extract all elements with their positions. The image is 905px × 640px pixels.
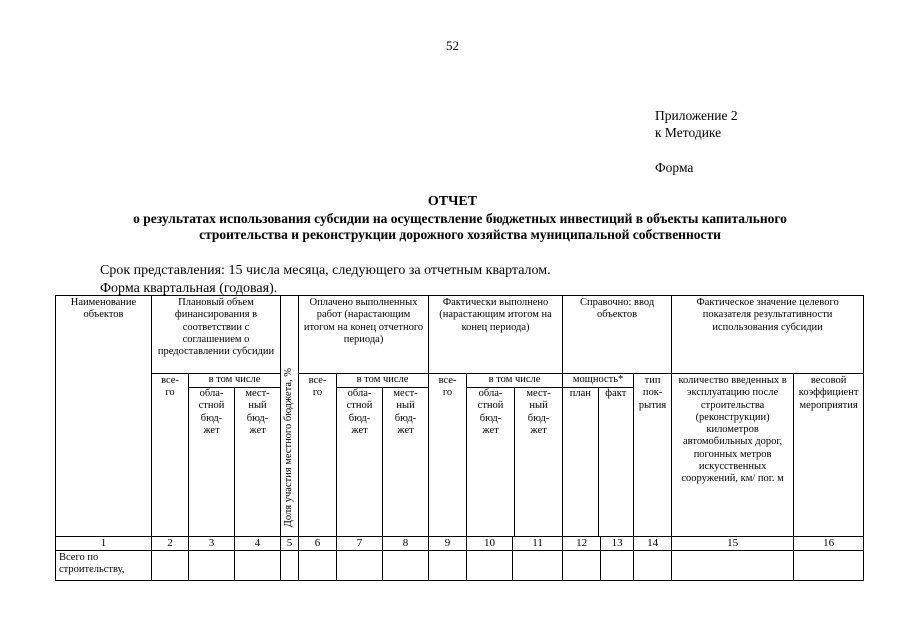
coverage-type: тип пок- рытия: [634, 374, 672, 537]
form-label: Форма: [655, 160, 694, 175]
data-cell[interactable]: [429, 551, 467, 581]
data-cell[interactable]: [235, 551, 281, 581]
col-num: 2: [152, 537, 189, 551]
page-number: 52: [446, 38, 459, 53]
planned-local: мест- ный бюд- жет: [245, 388, 270, 436]
km-commissioned: количество введенных в эксплуатацию после строительства (реконструкции) километров автомобильных дорог, погонных метров искусственных сооружений, км/ пог. м: [672, 374, 794, 537]
col-num: 5: [281, 537, 299, 551]
col-num: 7: [337, 537, 383, 551]
actual-regional: обла- стной бюд- жет: [467, 388, 515, 536]
col-num: 16: [794, 537, 864, 551]
col-num: 6: [299, 537, 337, 551]
data-cell[interactable]: [601, 551, 634, 581]
actual-including: [467, 374, 563, 537]
col-num: 9: [429, 537, 467, 551]
col-num: 10: [467, 537, 513, 551]
capacity-label: мощность*: [563, 374, 633, 388]
column-numbers-row: [56, 537, 864, 551]
col-num: 11: [513, 537, 563, 551]
table-header-row-2: [56, 374, 864, 537]
row-label-total-construction: Всего по строительству,: [56, 551, 152, 581]
table-row-total-construction: [56, 551, 864, 581]
appendix-reference: [655, 107, 738, 141]
paid-total: все- го: [299, 374, 337, 537]
header-objects: Наименование объектов: [56, 296, 152, 537]
col-num: 13: [601, 537, 634, 551]
planned-including-label: в том числе: [189, 374, 280, 388]
data-cell[interactable]: [189, 551, 235, 581]
actual-including-label: в том числе: [467, 374, 562, 388]
data-cell[interactable]: [634, 551, 672, 581]
col-num: 8: [383, 537, 429, 551]
col-num: 12: [563, 537, 601, 551]
data-cell[interactable]: [672, 551, 794, 581]
submission-deadline: Срок представления: 15 числа месяца, следующего за отчетным кварталом.: [100, 263, 551, 278]
planned-regional: обла- стной бюд- жет: [189, 388, 235, 536]
data-cell[interactable]: [299, 551, 337, 581]
report-title: ОТЧЕТ: [427, 194, 478, 209]
data-cell[interactable]: [467, 551, 513, 581]
report-table: [55, 295, 864, 581]
actual-total: все- го: [429, 374, 467, 537]
header-paid-works: Оплачено выполненных работ (нарастающим итогом на конец отчетного периода): [299, 296, 429, 374]
subtitle-line-2: строительства и реконструкции дорожного хозяйства муниципальной собственности: [199, 227, 721, 242]
paid-including: [337, 374, 429, 537]
header-local-budget-share: Доля участия местного бюджета, %: [281, 296, 299, 537]
header-reference-commissioning: Справочно: ввод объектов: [563, 296, 672, 374]
planned-including: [189, 374, 281, 537]
header-target-indicator: Фактическое значение целевого показателя результативности использования субсидии: [672, 296, 864, 374]
col-num: 4: [235, 537, 281, 551]
table-header-row-1: [56, 296, 864, 374]
col-num: 3: [189, 537, 235, 551]
capacity-group: [563, 374, 634, 537]
actual-local: мест- ный бюд- жет: [526, 388, 551, 436]
header-planned-financing: Плановый объем финансирования в соответствии с соглашением о предоставлении субсидии: [152, 296, 281, 374]
data-cell[interactable]: [152, 551, 189, 581]
subtitle-line-1: о результатах использования субсидии на осуществление бюджетных инвестиций в объекты капитального: [133, 211, 787, 226]
capacity-fact: факт: [605, 388, 627, 399]
paid-local: мест- ный бюд- жет: [393, 388, 418, 436]
form-type: Форма квартальная (годовая).: [100, 281, 278, 296]
data-cell[interactable]: [513, 551, 563, 581]
weight-coefficient: весовой коэффициент мероприятия: [794, 374, 864, 537]
data-cell[interactable]: [281, 551, 299, 581]
paid-including-label: в том числе: [337, 374, 428, 388]
paid-regional: обла- стной бюд- жет: [337, 388, 383, 536]
appendix-line-2: к Методике: [655, 125, 722, 140]
header-actually-performed: Фактически выполнено (нарастающим итогом на конец периода): [429, 296, 563, 374]
data-cell[interactable]: [794, 551, 864, 581]
capacity-plan: план: [563, 388, 599, 536]
planned-total: все- го: [152, 374, 189, 537]
col-num: 1: [56, 537, 152, 551]
report-subtitle: [60, 211, 860, 243]
data-cell[interactable]: [337, 551, 383, 581]
appendix-line-1: Приложение 2: [655, 108, 738, 123]
data-cell[interactable]: [563, 551, 601, 581]
data-cell[interactable]: [383, 551, 429, 581]
col-num: 14: [634, 537, 672, 551]
col-num: 15: [672, 537, 794, 551]
